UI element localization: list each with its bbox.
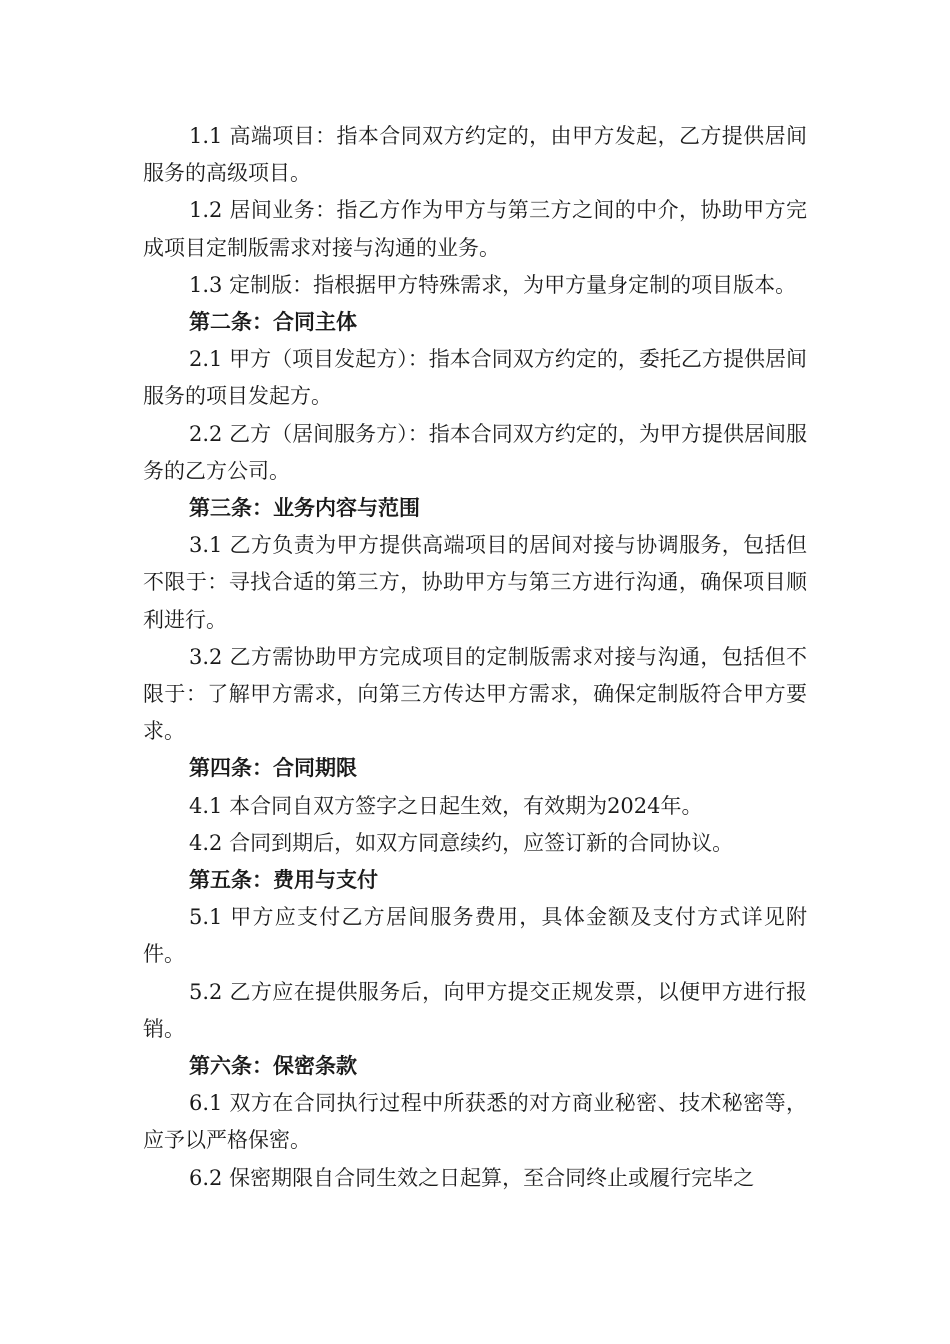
clause-5-1: 5.1 甲方应支付乙方居间服务费用，具体金额及支付方式详见附件。 xyxy=(143,905,807,967)
clause-4-2: 4.2 合同到期后，如双方同意续约，应签订新的合同协议。 xyxy=(189,830,734,855)
clause-6-2: 6.2 保密期限自合同生效之日起算，至合同终止或履行完毕之 xyxy=(189,1165,755,1190)
clause-1-3: 1.3 定制版：指根据甲方特殊需求，为甲方量身定制的项目版本。 xyxy=(189,272,797,297)
article-3-heading: 第三条：业务内容与范围 xyxy=(189,496,420,521)
article-5-heading: 第五条：费用与支付 xyxy=(189,868,378,893)
article-2-heading: 第二条：合同主体 xyxy=(189,310,357,335)
article-4-heading: 第四条：合同期限 xyxy=(189,756,357,781)
clause-1-1: 1.1 高端项目：指本合同双方约定的，由甲方发起，乙方提供居间服务的高级项目。 xyxy=(143,124,807,186)
clause-4-1: 4.1 本合同自双方签字之日起生效，有效期为2024年。 xyxy=(189,793,703,818)
clause-5-2: 5.2 乙方应在提供服务后，向甲方提交正规发票，以便甲方进行报销。 xyxy=(143,979,807,1041)
clause-1-2: 1.2 居间业务：指乙方作为甲方与第三方之间的中介，协助甲方完成项目定制版需求对接与沟通的业务。 xyxy=(143,198,807,260)
clause-2-1: 2.1 甲方（项目发起方）：指本合同双方约定的，委托乙方提供居间服务的项目发起方。 xyxy=(143,347,807,409)
clause-2-2: 2.2 乙方（居间服务方）：指本合同双方约定的，为甲方提供居间服务的乙方公司。 xyxy=(143,421,807,483)
article-6-heading: 第六条：保密条款 xyxy=(189,1054,357,1079)
clause-3-1: 3.1 乙方负责为甲方提供高端项目的居间对接与协调服务，包括但不限于：寻找合适的第三方，协助甲方与第三方进行沟通，确保项目顺利进行。 xyxy=(143,533,807,632)
clause-6-1: 6.1 双方在合同执行过程中所获悉的对方商业秘密、技术秘密等，应予以严格保密。 xyxy=(143,1091,807,1153)
clause-3-2: 3.2 乙方需协助甲方完成项目的定制版需求对接与沟通，包括但不限于：了解甲方需求，向第三方传达甲方需求，确保定制版符合甲方要求。 xyxy=(143,644,807,744)
contract-body xyxy=(143,118,807,1197)
